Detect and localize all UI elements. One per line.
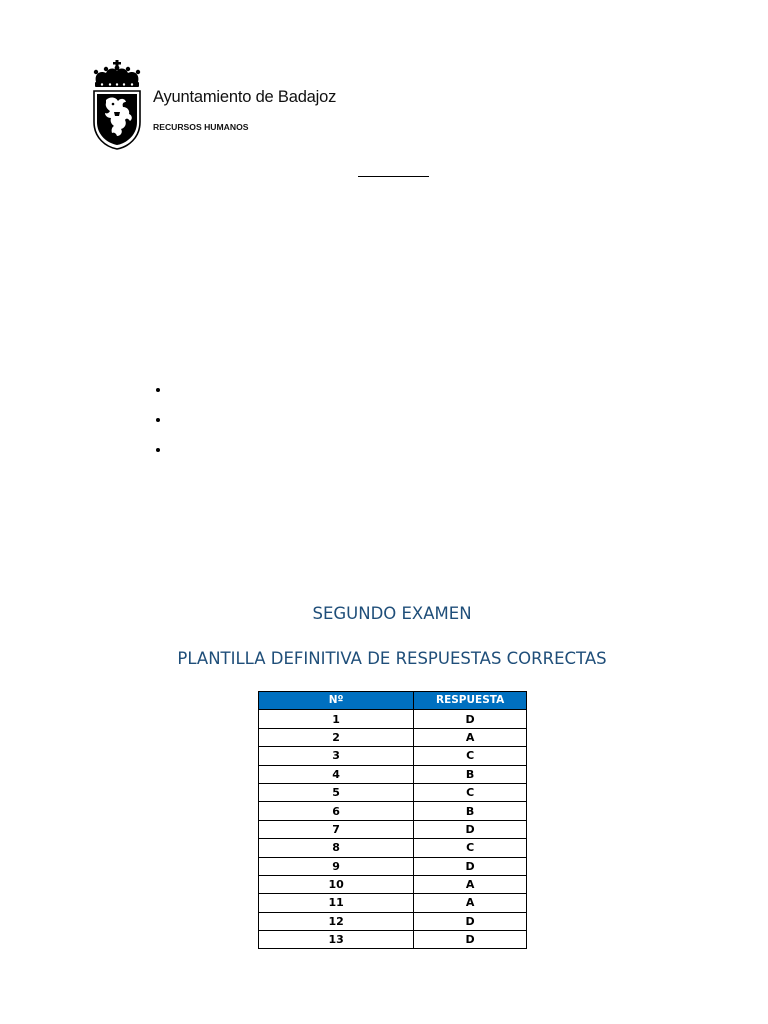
answer-cell: D xyxy=(414,710,527,728)
title-underline xyxy=(358,176,429,177)
table-row xyxy=(259,747,527,765)
table-row xyxy=(259,710,527,728)
table-row xyxy=(259,728,527,746)
answer-cell: B xyxy=(414,802,527,820)
organization-name: Ayuntamiento de Badajoz xyxy=(153,88,337,106)
answer-cell: D xyxy=(414,931,527,949)
bullet-icon xyxy=(156,448,160,452)
question-number-cell: 5 xyxy=(259,783,414,801)
table-row xyxy=(259,783,527,801)
badajoz-coat-of-arms-icon xyxy=(92,60,142,150)
table-row xyxy=(259,894,527,912)
answer-cell: C xyxy=(414,747,527,765)
exam-heading: SEGUNDO EXAMEN xyxy=(312,604,472,623)
answer-cell: B xyxy=(414,765,527,783)
question-number-cell: 10 xyxy=(259,875,414,893)
table-row xyxy=(259,857,527,875)
table-row xyxy=(259,931,527,949)
column-header-number: Nº xyxy=(259,692,414,710)
question-number-cell: 6 xyxy=(259,802,414,820)
answer-cell: C xyxy=(414,839,527,857)
table-header-row xyxy=(259,692,527,710)
question-number-cell: 12 xyxy=(259,912,414,930)
department-name: RECURSOS HUMANOS xyxy=(153,122,249,132)
answer-cell: D xyxy=(414,912,527,930)
answer-cell: A xyxy=(414,894,527,912)
answer-key-heading: PLANTILLA DEFINITIVA DE RESPUESTAS CORRECTAS xyxy=(177,649,607,668)
question-number-cell: 3 xyxy=(259,747,414,765)
column-header-answer: RESPUESTA xyxy=(414,692,527,710)
question-number-cell: 11 xyxy=(259,894,414,912)
table-row xyxy=(259,820,527,838)
table-row xyxy=(259,765,527,783)
answer-table xyxy=(258,691,527,949)
question-number-cell: 2 xyxy=(259,728,414,746)
table-row xyxy=(259,802,527,820)
answer-cell: C xyxy=(414,783,527,801)
answer-cell: A xyxy=(414,728,527,746)
question-number-cell: 4 xyxy=(259,765,414,783)
answer-cell: D xyxy=(414,857,527,875)
question-number-cell: 13 xyxy=(259,931,414,949)
bullet-icon xyxy=(156,418,160,422)
question-number-cell: 1 xyxy=(259,710,414,728)
table-row xyxy=(259,875,527,893)
letterhead xyxy=(92,60,352,152)
question-number-cell: 7 xyxy=(259,820,414,838)
bullet-icon xyxy=(156,388,160,392)
answer-cell: A xyxy=(414,875,527,893)
answer-cell: D xyxy=(414,820,527,838)
table-row xyxy=(259,912,527,930)
question-number-cell: 9 xyxy=(259,857,414,875)
question-number-cell: 8 xyxy=(259,839,414,857)
table-row xyxy=(259,839,527,857)
answer-rows xyxy=(259,710,527,949)
